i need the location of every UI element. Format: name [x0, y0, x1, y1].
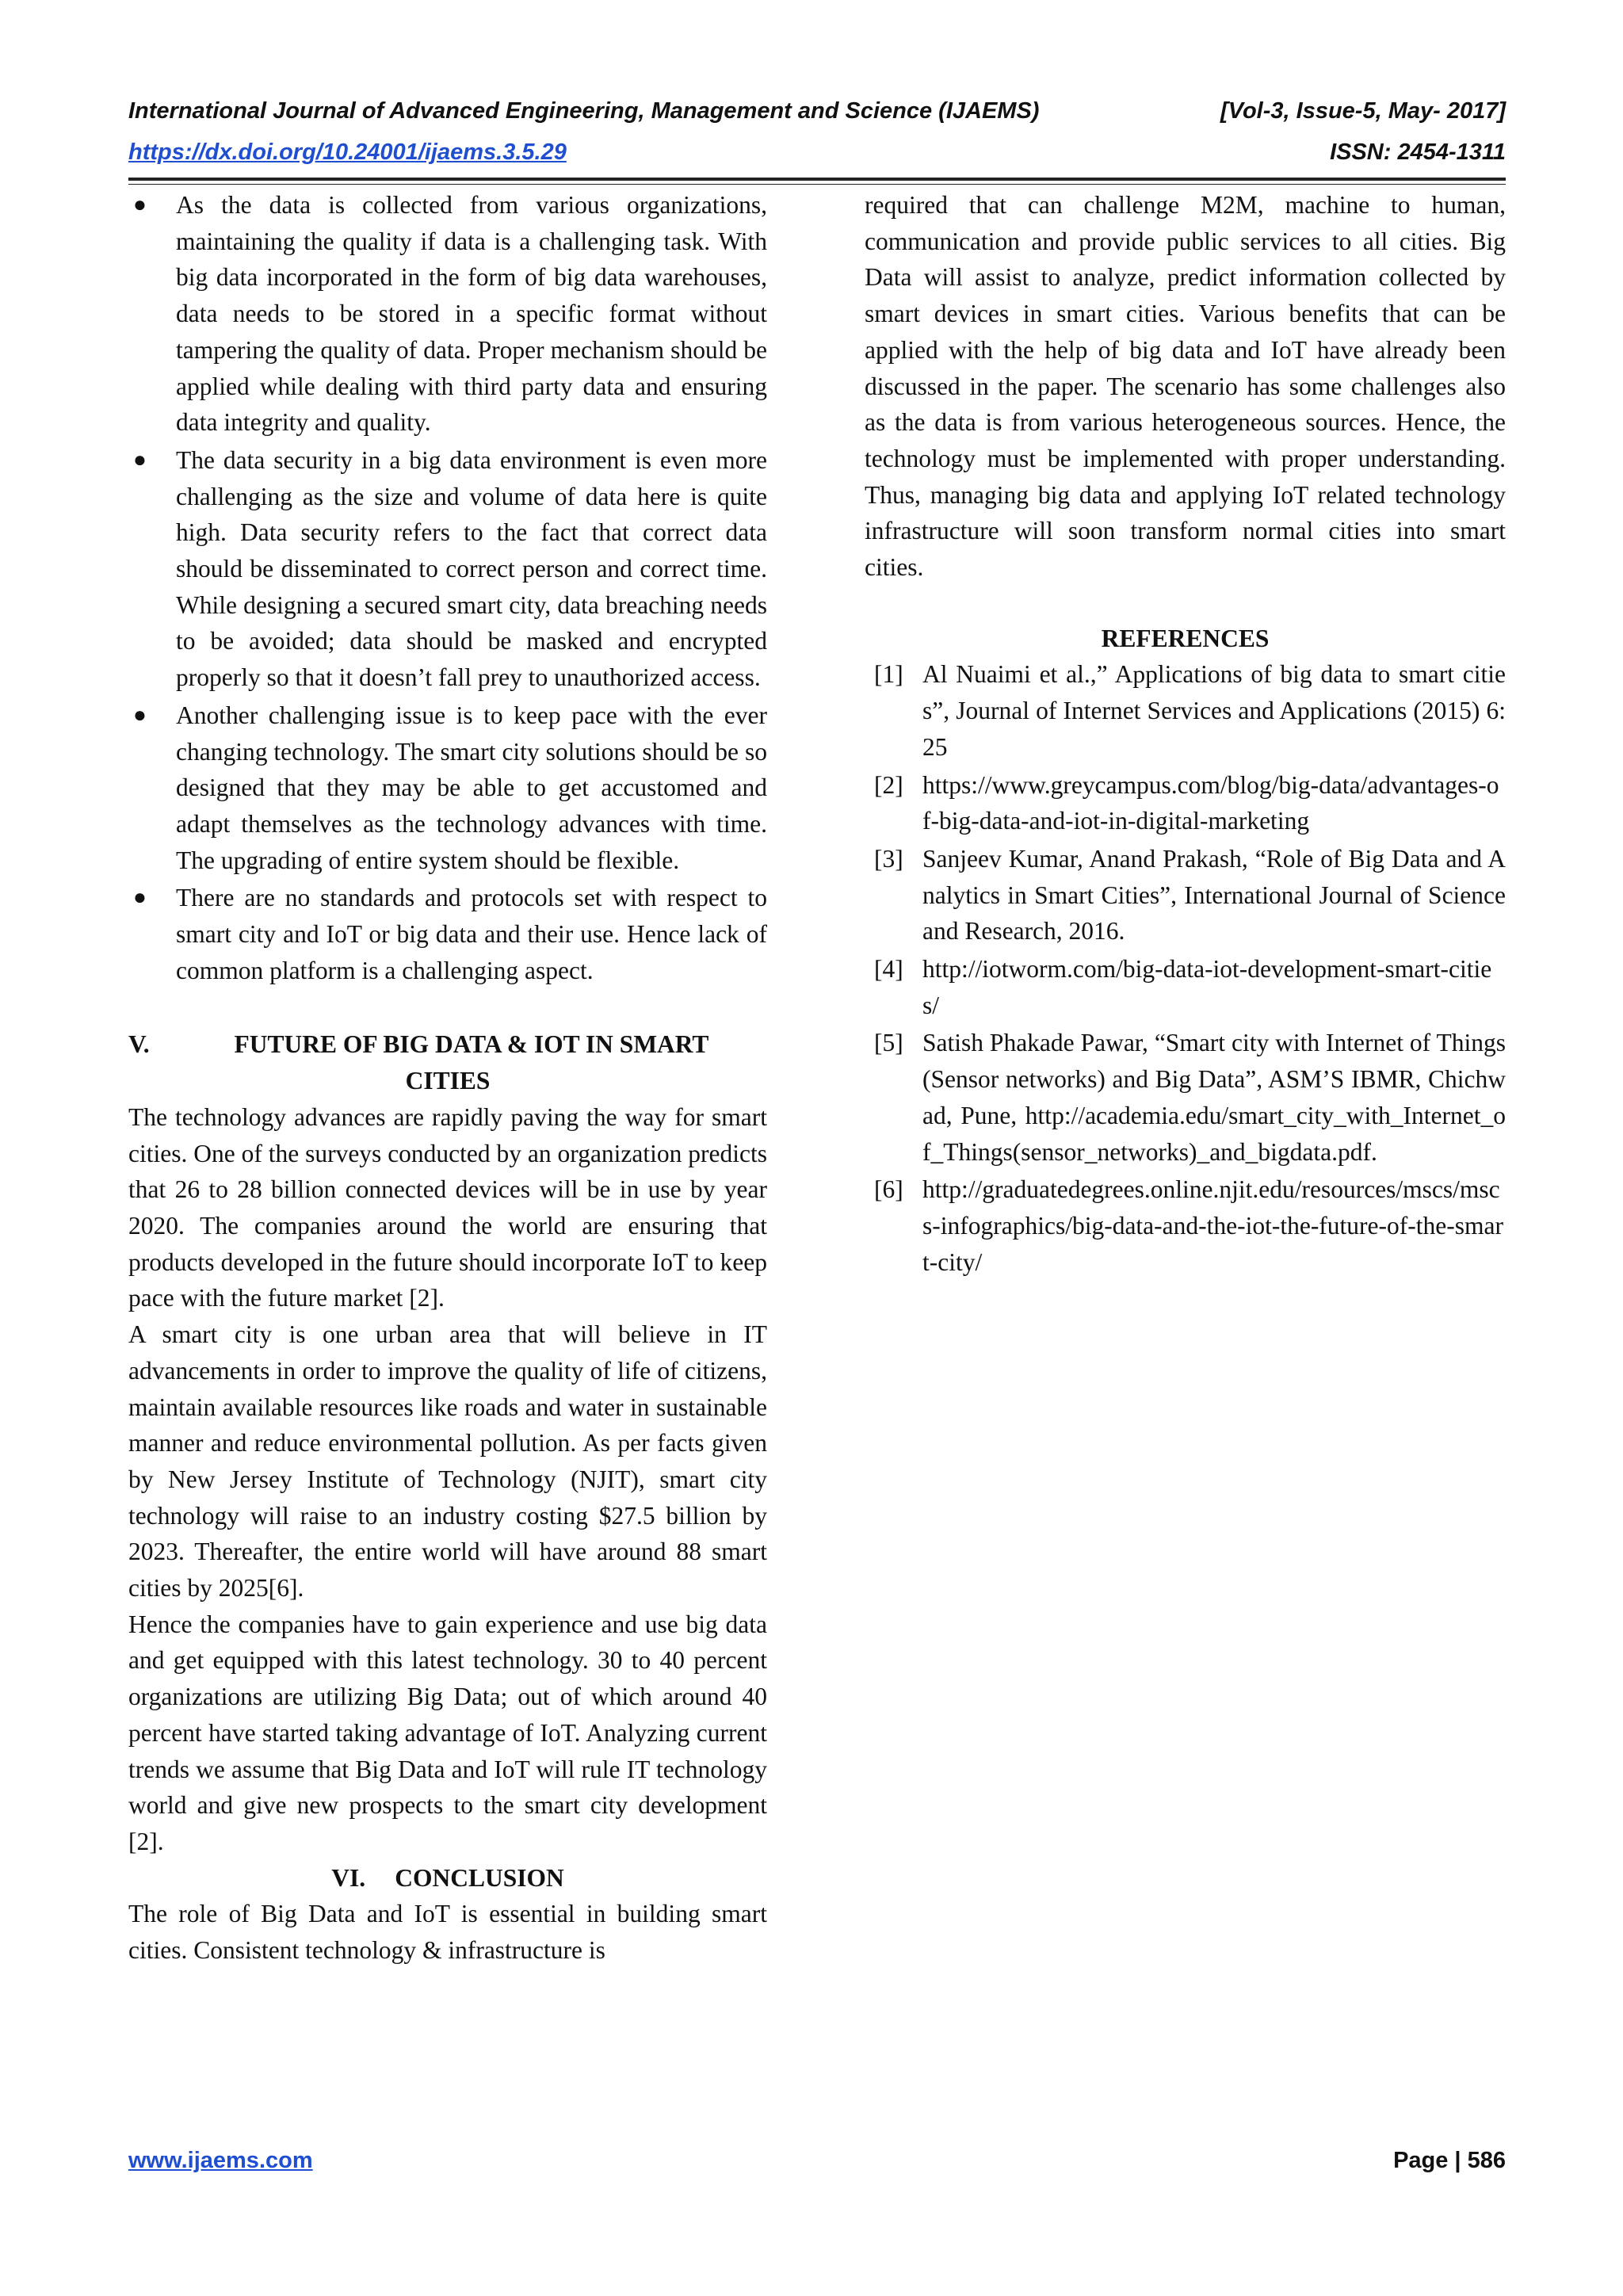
reference-item: [6] http://graduatedegrees.online.njit.edu/resources/mscs/mscs-infographics/big-data-and-the-iot-the-future-of-the-smart-city/ — [874, 1175, 1503, 1276]
section-title: CONCLUSION — [395, 1863, 564, 1892]
header-rule-thick — [128, 178, 1506, 181]
challenges-list — [128, 187, 767, 988]
journal-title: International Journal of Advanced Engineering, Management and Science (IJAEMS) — [128, 98, 1040, 124]
journal-volume: [Vol-3, Issue-5, May- 2017] — [1220, 98, 1506, 124]
list-item: ● Another challenging issue is to keep pace with the ever changing technology. The smart city solutions should be so designed that they may be able to get accustomed and adapt themselves as the technology advances with time. The upgrading of entire system should be flexible. — [128, 697, 767, 879]
section-6-heading — [128, 1860, 767, 1897]
left-column — [128, 187, 767, 1969]
section-number: VI. — [331, 1863, 366, 1892]
list-item: ● As the data is collected from various organizations, maintaining the quality if data is a challenging task. With big data incorporated in the form of big data warehouses, data needs to be stored in a specific format without tampering the quality of data. Proper mechanism should be applied while dealing with third party data and ensuring data integrity and quality. — [128, 187, 767, 441]
reference-item: [1] Al Nuaimi et al.,” Applications of big data to smart cities”, Journal of Internet Services and Applications (2015) 6:25 — [874, 660, 1506, 761]
section-title: FUTURE OF BIG DATA & IOT IN SMART — [234, 1030, 709, 1059]
paragraph: A smart city is one urban area that will believe in IT advancements in order to improve the quality of life of citizens, maintain available resources like roads and water in sustainable manner and reduce environmental pollution. As per facts given by New Jersey Institute of Technology (NJIT), smart city technology will raise to an industry costing $27.5 billion by 2023. Thereafter, the entire world will have around 88 smart cities by 2025[6]. — [128, 1320, 767, 1603]
doi-link[interactable]: https://dx.doi.org/10.24001/ijaems.3.5.29 — [128, 139, 567, 165]
list-item: ● The data security in a big data environment is even more challenging as the size and volume of data here is quite high. Data security refers to the fact that correct data should be disseminated to correct person and correct time. While designing a secured smart city, data breaching needs to be avoided; data should be masked and encrypted properly so that it doesn’t fall prey to unauthorized access. — [128, 442, 767, 696]
page-number: Page | 586 — [1393, 2148, 1506, 2173]
paragraph: The technology advances are rapidly paving the way for smart cities. One of the surveys conducted by an organization predicts that 26 to 28 billion connected devices will be in use by year 2020. The companies around the world are ensuring that products developed in the future should incorporate IoT to keep pace with the future market [2]. — [128, 1102, 767, 1312]
reference-item: [2] https://www.greycampus.com/blog/big-data/advantages-of-big-data-and-iot-in-digital-marketing — [874, 770, 1499, 835]
references-heading: REFERENCES — [1101, 624, 1270, 652]
bullet-icon: ● — [133, 702, 147, 728]
website-link[interactable]: www.ijaems.com — [128, 2148, 313, 2173]
list-item: ● There are no standards and protocols set with respect to smart city and IoT or big data and their use. Hence lack of common platform is a challenging aspect. — [128, 880, 767, 988]
reference-item: [3] Sanjeev Kumar, Anand Prakash, “Role of Big Data and Analytics in Smart Cities”, International Journal of Science and Research, 2016. — [874, 844, 1506, 946]
bullet-icon: ● — [133, 193, 147, 217]
bullet-icon: ● — [133, 447, 147, 472]
right-column — [865, 187, 1506, 1282]
references-list — [865, 656, 1506, 1280]
bullet-icon: ● — [133, 885, 147, 911]
paragraph: required that can challenge M2M, machine to human, communication and provide public services to all cities. Big Data will assist to analyze, predict information collected by smart devices in smart cities. Various benefits that can be applied with the help of big data and IoT have already been discussed in the paper. The scenario has some challenges also as the data is from various heterogeneous sources. Hence, the technology must be implemented with proper understanding. Thus, managing big data and applying IoT related technology infrastructure will soon transform normal cities into smart cities. — [865, 191, 1506, 582]
issn: ISSN: 2454-1311 — [1330, 139, 1506, 165]
section-title-cont: CITIES — [405, 1067, 491, 1095]
section-5-heading — [128, 1026, 767, 1098]
reference-item: [5] Satish Phakade Pawar, “Smart city with Internet of Things (Sensor networks) and Big Data”, ASM’S IBMR, Chichwad, Pune, http://academia.edu/smart_city_with_Internet_of_Things(sensor_networks)_and_bigdata.pdf. — [874, 1029, 1506, 1166]
header-rule-thin — [128, 184, 1506, 185]
journal-subheader — [128, 139, 1506, 166]
section-number: V. — [128, 1030, 150, 1059]
reference-item: [4] http://iotworm.com/big-data-iot-development-smart-cities/ — [874, 955, 1492, 1019]
paragraph: Hence the companies have to gain experience and use big data and get equipped with this latest technology. 30 to 40 percent organizations are utilizing Big Data; out of which around 40 percent have started taking advantage of IoT. Analyzing current trends we assume that Big Data and IoT will rule IT technology world and give new prospects to the smart city development [2]. — [128, 1610, 767, 1855]
journal-header — [128, 98, 1506, 124]
paragraph: The role of Big Data and IoT is essential in building smart cities. Consistent technology & infrastructure is — [128, 1900, 767, 1965]
